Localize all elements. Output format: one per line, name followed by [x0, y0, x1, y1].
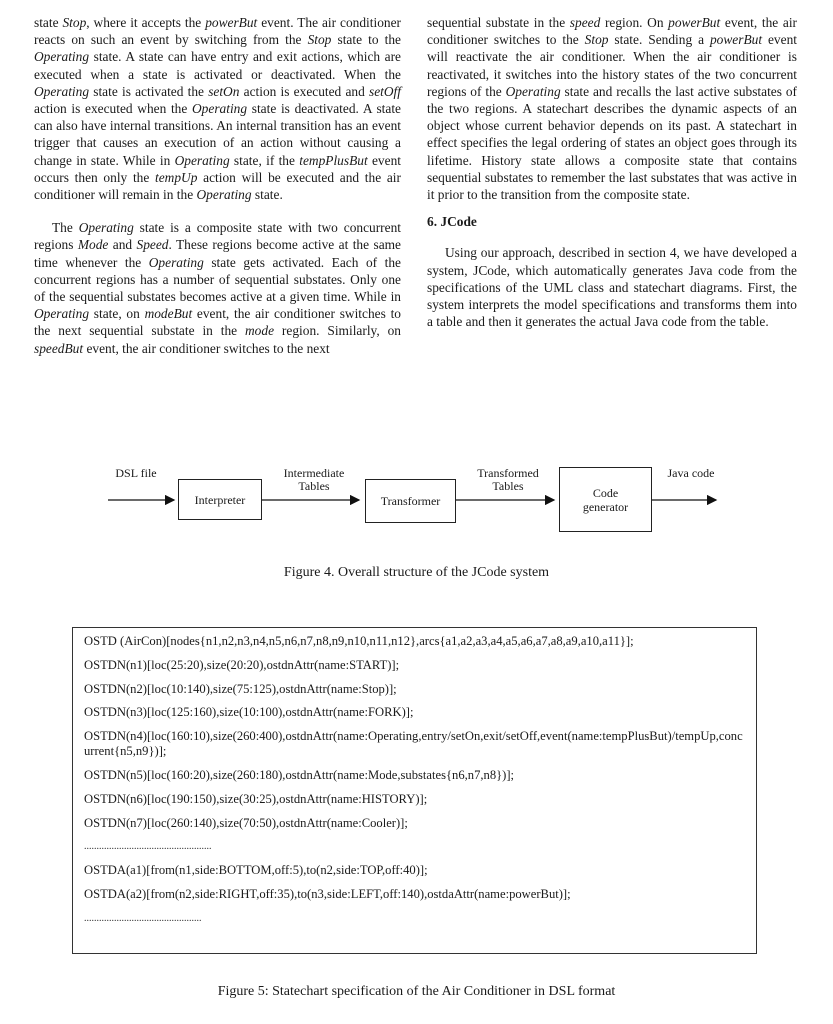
java-code-label: Java code [667, 466, 715, 480]
emphasized-term: Operating [196, 187, 252, 203]
emphasized-term: Mode [77, 237, 109, 253]
emphasized-term: Operating [34, 49, 90, 65]
jcode-structure-diagram [96, 462, 736, 542]
right-paragraph-2: Using our approach, described in section 4, we have developed a system, JCode, which automatically generates Java code from the specifications of the UML class and statechart diagrams. First, the system interprets the model specifications and transforms them into a table and then it generates the actual Java code from the table. [427, 245, 797, 330]
right-column [427, 14, 797, 330]
emphasized-term: powerBut [668, 15, 721, 30]
emphasized-term: Speed [136, 237, 169, 253]
right-paragraph-1: sequential substate in the speed region. On powerBut event, the air conditioner switches to the Stop state. Sending a powerBut event will reactivate the air conditioner. When the air conditioner is reactivated, it switches into the history states of the two concurrent regions of the Operating state and recalls the last active substates of the two regions. A statechart describes the dynamic aspects of an object whose current behavior depends on its past. A statechart in effect specifies the legal ordering of states an object goes through its lifetime. History state allows a composite state that contains sequential substates to remember the last substates that was active in it prior to the transition from the composite state. [427, 15, 797, 203]
dsl-line: OSTDN(n2)[loc(10:140),size(75:125),ostdnAttr(name:Stop)]; [84, 681, 397, 696]
emphasized-term: Stop [307, 32, 332, 48]
transformer-label: Transformer [380, 494, 441, 508]
emphasized-term: Operating [505, 83, 561, 99]
dsl-line: OSTDN(n3)[loc(125:160),size(10:100),ostdnAttr(name:FORK)]; [84, 705, 414, 720]
dsl-specification-box [72, 627, 757, 954]
interpreter-label: Interpreter [194, 492, 246, 507]
interpreter-box [178, 479, 262, 520]
code-generator-label: Code generator [582, 485, 629, 514]
transformed-tables-label: Transformed Tables [477, 466, 539, 493]
left-paragraph-1: state Stop, where it accepts the powerBut event. The air conditioner reacts on such an event by switching from the Stop state to the Operating state. A state can have entry and exit actions, which are executed when a state is activated or deactivated. When the Operating state is activated the setOn action is executed and setOff action is executed when the Operating state is deactivated. A state can also have internal transitions. An internal transition has an event trigger that causes an execution of an action without causing a change in state. While in Operating state, if the tempPlusBut event occurs then only the tempUp action will be executed and the air conditioner will remain in the Operating state. [34, 15, 402, 203]
dsl-line: OSTDN(n1)[loc(25:20),size(20:20),ostdnAttr(name:START)]; [84, 657, 400, 672]
emphasized-term: powerBut [709, 32, 763, 48]
dsl-line: OSTDN(n4)[loc(160:10),size(260:400),ostdnAttr(name:Operating,entry/setOn,exit/setOff,event(name:tempPlusBut)/tempUp,concurrent{n5,n9})]; [84, 729, 743, 759]
emphasized-term: speed [569, 15, 601, 30]
ellipsis-separator: ............................................... [84, 912, 202, 924]
section-heading: 6. JCode [427, 214, 477, 230]
left-column [34, 14, 401, 357]
dsl-line: OSTD (AirCon)[nodes{n1,n2,n3,n4,n5,n6,n7,n8,n9,n10,n11,n12},arcs{a1,a2,a3,a4,a5,a6,a7,a8,a9,a10,a11}]; [84, 634, 634, 648]
emphasized-term: Stop [584, 32, 609, 48]
emphasized-term: Operating [34, 306, 90, 322]
dsl-file-label: DSL file [115, 466, 157, 480]
emphasized-term: Operating [148, 254, 204, 270]
emphasized-term: Operating [34, 83, 90, 99]
emphasized-term: Operating [78, 220, 134, 236]
transformer-box [365, 479, 456, 523]
emphasized-term: setOn [208, 83, 240, 99]
emphasized-term: modeBut [144, 306, 193, 322]
intermediate-tables-label: Intermediate Tables [283, 466, 345, 493]
emphasized-term: speedBut [34, 340, 84, 356]
figure-5-caption: Figure 5: Statechart specification of the Air Conditioner in DSL format [217, 984, 616, 999]
emphasized-term: Operating [174, 152, 230, 168]
dsl-line: OSTDA(a1)[from(n1,side:BOTTOM,off:5),to(n2,side:TOP,off:40)]; [84, 863, 428, 878]
emphasized-term: setOff [368, 83, 401, 99]
dsl-line: OSTDN(n6)[loc(190:150),size(30:25),ostdnAttr(name:HISTORY)]; [84, 791, 428, 806]
emphasized-term: Stop [62, 15, 87, 30]
emphasized-term: powerBut [205, 15, 258, 30]
dsl-line: OSTDN(n5)[loc(160:20),size(260:180),ostdnAttr(name:Mode,substates{n6,n7,n8})]; [84, 767, 515, 782]
emphasized-term: mode [245, 323, 275, 339]
dsl-line: OSTDN(n7)[loc(260:140),size(70:50),ostdnAttr(name:Cooler)]; [84, 815, 408, 830]
figure-4-caption: Figure 4. Overall structure of the JCode system [283, 565, 550, 580]
emphasized-term: tempUp [155, 169, 198, 185]
emphasized-term: tempPlusBut [299, 152, 368, 168]
code-generator-box [559, 467, 652, 532]
ellipsis-separator: ................................................... [84, 841, 212, 853]
left-paragraph-2: The Operating state is a composite state with two concurrent regions Mode and Speed. These regions become active at the same time whenever the Operating state gets activated. Each of the concurrent regions has a number of sequential substates. Only one of the sequential substates becomes active at a given time. While in Operating state, on modeBut event, the air conditioner switches to the next sequential substate in the mode region. Similarly, on speedBut event, the air conditioner switches to the next [34, 220, 402, 356]
dsl-line: OSTDA(a2)[from(n2,side:RIGHT,off:35),to(n3,side:LEFT,off:140),ostdaAttr(name:powerBut)]; [84, 886, 571, 901]
emphasized-term: Operating [192, 101, 248, 117]
